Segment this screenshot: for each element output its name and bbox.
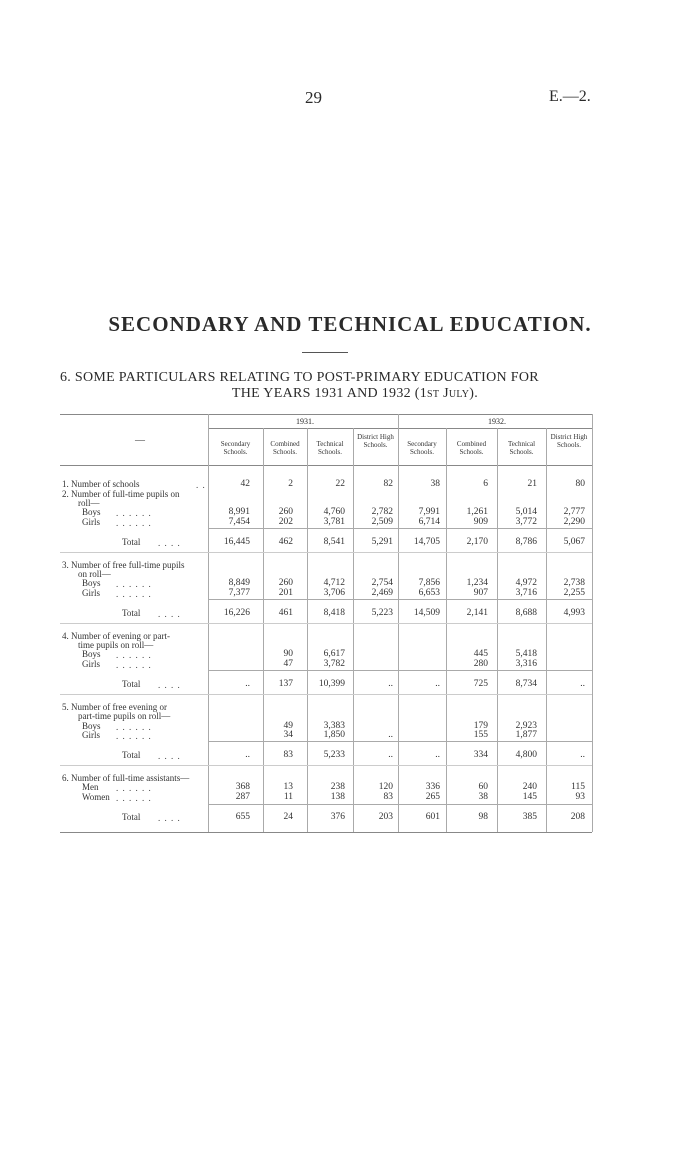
table-cell: 10,399 bbox=[318, 679, 345, 689]
table-cell: 725 bbox=[473, 679, 488, 689]
table-cell: 5,291 bbox=[371, 537, 393, 547]
table-cell: 208 bbox=[570, 812, 585, 822]
row-label: Total bbox=[122, 750, 141, 760]
table-caption bbox=[60, 370, 650, 402]
row-label: 6. Number of full-time assistants— bbox=[62, 773, 190, 783]
leader-dots: . . . . bbox=[158, 609, 181, 619]
table-cell: 16,445 bbox=[223, 537, 250, 547]
leader-dots: . . bbox=[196, 480, 206, 490]
table-cell: 83 bbox=[383, 792, 393, 802]
caption-line-2-b: July). bbox=[439, 386, 479, 401]
leader-dots: . . . . . . bbox=[116, 518, 152, 528]
table-cell: 80 bbox=[575, 479, 585, 489]
leader-dots: . . . . bbox=[158, 538, 181, 548]
table-cell: 8,418 bbox=[323, 608, 345, 618]
leader-dots: . . . . . . bbox=[116, 660, 152, 670]
table-cell: 38 bbox=[430, 479, 440, 489]
table-cell: 1,261 bbox=[466, 507, 488, 517]
leader-dots: . . . . . . bbox=[116, 783, 152, 793]
table-cell: 22 bbox=[335, 479, 345, 489]
table-cell: 6,653 bbox=[418, 588, 440, 598]
table-cell: 5,067 bbox=[563, 537, 585, 547]
row-label: Girls bbox=[82, 659, 100, 669]
leader-dots: . . . . . . bbox=[116, 722, 152, 732]
leader-dots: . . . . bbox=[158, 680, 181, 690]
table-cell: 2,170 bbox=[466, 537, 488, 547]
table-cell: 8,849 bbox=[228, 578, 250, 588]
row-label: 2. Number of full-time pupils on bbox=[62, 489, 180, 499]
table-cell: 2,923 bbox=[515, 721, 537, 731]
table-cell: 1,234 bbox=[466, 578, 488, 588]
table-cell: 3,383 bbox=[323, 721, 345, 731]
table-cell: 2,141 bbox=[466, 608, 488, 618]
row-label: Men bbox=[82, 782, 99, 792]
table-cell: 155 bbox=[473, 730, 488, 740]
row-label: Boys bbox=[82, 649, 101, 659]
table-cell: 1,850 bbox=[323, 730, 345, 740]
row-label: Boys bbox=[82, 507, 101, 517]
table-cell: 2 bbox=[288, 479, 293, 489]
table-cell: 6,714 bbox=[418, 517, 440, 527]
total-separator bbox=[208, 599, 592, 600]
table-cell: 240 bbox=[522, 782, 537, 792]
table-cell: .. bbox=[435, 679, 440, 689]
table-cell: 2,290 bbox=[563, 517, 585, 527]
total-separator bbox=[208, 528, 592, 529]
table-cell: 83 bbox=[283, 750, 293, 760]
table-cell: 115 bbox=[571, 782, 585, 792]
row-label: Girls bbox=[82, 517, 100, 527]
table-top-rule bbox=[60, 414, 592, 415]
table-cell: .. bbox=[580, 679, 585, 689]
row-label: part-time pupils on roll— bbox=[78, 711, 171, 721]
total-separator bbox=[208, 670, 592, 671]
leader-dots: . . . . . . bbox=[116, 589, 152, 599]
caption-line-2-st: st bbox=[427, 386, 440, 401]
row-label: Total bbox=[122, 679, 141, 689]
page-number: 29 bbox=[305, 88, 322, 107]
section-separator bbox=[60, 694, 592, 695]
leader-dots: . . . . . . bbox=[116, 731, 152, 741]
row-label: Total bbox=[122, 608, 141, 618]
document-reference: E.—2. bbox=[549, 88, 591, 105]
table-cell: .. bbox=[435, 750, 440, 760]
table-cell: 21 bbox=[527, 479, 537, 489]
table-cell: 8,786 bbox=[515, 537, 537, 547]
row-label: Boys bbox=[82, 578, 101, 588]
table-cell: 2,738 bbox=[563, 578, 585, 588]
table-cell: 4,972 bbox=[515, 578, 537, 588]
table-cell: 5,233 bbox=[323, 750, 345, 760]
table-cell: 4,760 bbox=[323, 507, 345, 517]
table-cell: 202 bbox=[278, 517, 293, 527]
total-separator bbox=[208, 804, 592, 805]
table-cell: 238 bbox=[330, 782, 345, 792]
table-cell: 42 bbox=[240, 479, 250, 489]
table-cell: 6,617 bbox=[323, 649, 345, 659]
table-cell: .. bbox=[245, 750, 250, 760]
caption-line-2-a: THE YEARS 1931 AND 1932 (1 bbox=[231, 386, 428, 401]
table-cell: 601 bbox=[425, 812, 440, 822]
table-cell: 909 bbox=[473, 517, 488, 527]
table-cell: 7,454 bbox=[228, 517, 250, 527]
column-header: District High Schools. bbox=[550, 433, 588, 449]
table-cell: 4,800 bbox=[515, 750, 537, 760]
table-cell: 445 bbox=[473, 649, 488, 659]
caption-line-2 bbox=[60, 386, 650, 402]
row-label: Girls bbox=[82, 730, 100, 740]
table-cell: 5,418 bbox=[515, 649, 537, 659]
year-underline bbox=[208, 428, 592, 429]
table-cell: 1,877 bbox=[515, 730, 537, 740]
table-bottom-rule bbox=[60, 832, 592, 833]
leader-dots: . . . . . . bbox=[116, 579, 152, 589]
table-cell: 4,712 bbox=[323, 578, 345, 588]
table-cell: 287 bbox=[235, 792, 250, 802]
table-cell: 280 bbox=[473, 659, 488, 669]
table-cell: 7,377 bbox=[228, 588, 250, 598]
table-cell: 461 bbox=[278, 608, 293, 618]
leader-dots: . . . . bbox=[158, 813, 181, 823]
table-cell: 7,856 bbox=[418, 578, 440, 588]
table-cell: .. bbox=[580, 750, 585, 760]
year-1932: 1932. bbox=[488, 417, 506, 426]
table-cell: 7,991 bbox=[418, 507, 440, 517]
row-label: roll— bbox=[78, 498, 100, 508]
row-label: Girls bbox=[82, 588, 100, 598]
table-cell: 368 bbox=[235, 782, 250, 792]
header-bottom-rule bbox=[60, 465, 592, 466]
table-cell: 462 bbox=[278, 537, 293, 547]
table-cell: 3,706 bbox=[323, 588, 345, 598]
leader-dots: . . . . . . bbox=[116, 793, 152, 803]
table-cell: 90 bbox=[283, 649, 293, 659]
row-label: Women bbox=[82, 792, 110, 802]
table-cell: 3,716 bbox=[515, 588, 537, 598]
table-cell: 14,705 bbox=[413, 537, 440, 547]
table-cell: 47 bbox=[283, 659, 293, 669]
table-cell: 82 bbox=[383, 479, 393, 489]
row-label: time pupils on roll— bbox=[78, 640, 154, 650]
leader-dots: . . . . . . bbox=[116, 508, 152, 518]
column-header: Combined Schools. bbox=[456, 440, 487, 456]
table-cell: 376 bbox=[330, 812, 345, 822]
table-cell: .. bbox=[388, 730, 393, 740]
table-cell: 203 bbox=[378, 812, 393, 822]
row-label: Boys bbox=[82, 721, 101, 731]
leader-dots: . . . . . . bbox=[116, 650, 152, 660]
table-cell: 60 bbox=[478, 782, 488, 792]
table-cell: .. bbox=[388, 679, 393, 689]
table-cell: 4,993 bbox=[563, 608, 585, 618]
table-cell: 24 bbox=[283, 812, 293, 822]
table-cell: 98 bbox=[478, 812, 488, 822]
table-cell: 336 bbox=[425, 782, 440, 792]
table-cell: 5,223 bbox=[371, 608, 393, 618]
section-separator bbox=[60, 552, 592, 553]
table-cell: 2,777 bbox=[563, 507, 585, 517]
total-separator bbox=[208, 741, 592, 742]
caption-line-1: 6. SOME PARTICULARS RELATING TO POST-PRIMARY EDUCATION FOR bbox=[60, 370, 539, 385]
main-title: SECONDARY AND TECHNICAL EDUCATION. bbox=[108, 312, 592, 336]
table-cell: 2,754 bbox=[371, 578, 393, 588]
table-cell: 2,782 bbox=[371, 507, 393, 517]
table-cell: 179 bbox=[473, 721, 488, 731]
table-cell: .. bbox=[245, 679, 250, 689]
row-label: Total bbox=[122, 812, 141, 822]
table-cell: 8,734 bbox=[515, 679, 537, 689]
table-cell: 334 bbox=[473, 750, 488, 760]
table-cell: 8,541 bbox=[323, 537, 345, 547]
table-cell: 49 bbox=[283, 721, 293, 731]
table-cell: 145 bbox=[522, 792, 537, 802]
table-cell: 2,255 bbox=[563, 588, 585, 598]
table-cell: 3,781 bbox=[323, 517, 345, 527]
table-cell: 2,509 bbox=[371, 517, 393, 527]
section-separator bbox=[60, 623, 592, 624]
table-cell: 5,014 bbox=[515, 507, 537, 517]
column-rule bbox=[592, 414, 593, 832]
table-cell: 907 bbox=[473, 588, 488, 598]
row-label: on roll— bbox=[78, 569, 111, 579]
column-header: Technical Schools. bbox=[316, 440, 344, 456]
table-cell: .. bbox=[388, 750, 393, 760]
column-header: Technical Schools. bbox=[507, 440, 536, 456]
stub-header: — bbox=[135, 435, 145, 446]
column-rule bbox=[446, 428, 447, 832]
table-cell: 120 bbox=[378, 782, 393, 792]
table-cell: 3,782 bbox=[323, 659, 345, 669]
table-cell: 138 bbox=[330, 792, 345, 802]
table-cell: 14,509 bbox=[413, 608, 440, 618]
section-separator bbox=[60, 765, 592, 766]
table-cell: 8,991 bbox=[228, 507, 250, 517]
row-label: 3. Number of free full-time pupils bbox=[62, 560, 185, 570]
column-header: Secondary Schools. bbox=[220, 440, 251, 456]
table-cell: 3,316 bbox=[515, 659, 537, 669]
table-cell: 38 bbox=[478, 792, 488, 802]
row-label: 5. Number of free evening or bbox=[62, 702, 167, 712]
table-cell: 93 bbox=[575, 792, 585, 802]
table-cell: 13 bbox=[283, 782, 293, 792]
table-cell: 137 bbox=[278, 679, 293, 689]
table-cell: 6 bbox=[483, 479, 488, 489]
table-cell: 385 bbox=[522, 812, 537, 822]
table-cell: 16,226 bbox=[223, 608, 250, 618]
column-header: District High Schools. bbox=[357, 433, 394, 449]
column-header: Secondary Schools. bbox=[407, 440, 437, 456]
table-cell: 655 bbox=[235, 812, 250, 822]
table-cell: 201 bbox=[278, 588, 293, 598]
table-cell: 34 bbox=[283, 730, 293, 740]
table-cell: 260 bbox=[278, 578, 293, 588]
column-header: Combined Schools. bbox=[270, 440, 300, 456]
title-divider bbox=[302, 352, 348, 353]
table-cell: 265 bbox=[425, 792, 440, 802]
table-cell: 11 bbox=[283, 792, 293, 802]
row-label: 4. Number of evening or part- bbox=[62, 631, 170, 641]
table-cell: 8,688 bbox=[515, 608, 537, 618]
year-1931: 1931. bbox=[296, 417, 314, 426]
table-cell: 3,772 bbox=[515, 517, 537, 527]
table-cell: 2,469 bbox=[371, 588, 393, 598]
row-label: 1. Number of schools bbox=[62, 479, 140, 489]
row-label: Total bbox=[122, 537, 141, 547]
table-cell: 260 bbox=[278, 507, 293, 517]
leader-dots: . . . . bbox=[158, 751, 181, 761]
